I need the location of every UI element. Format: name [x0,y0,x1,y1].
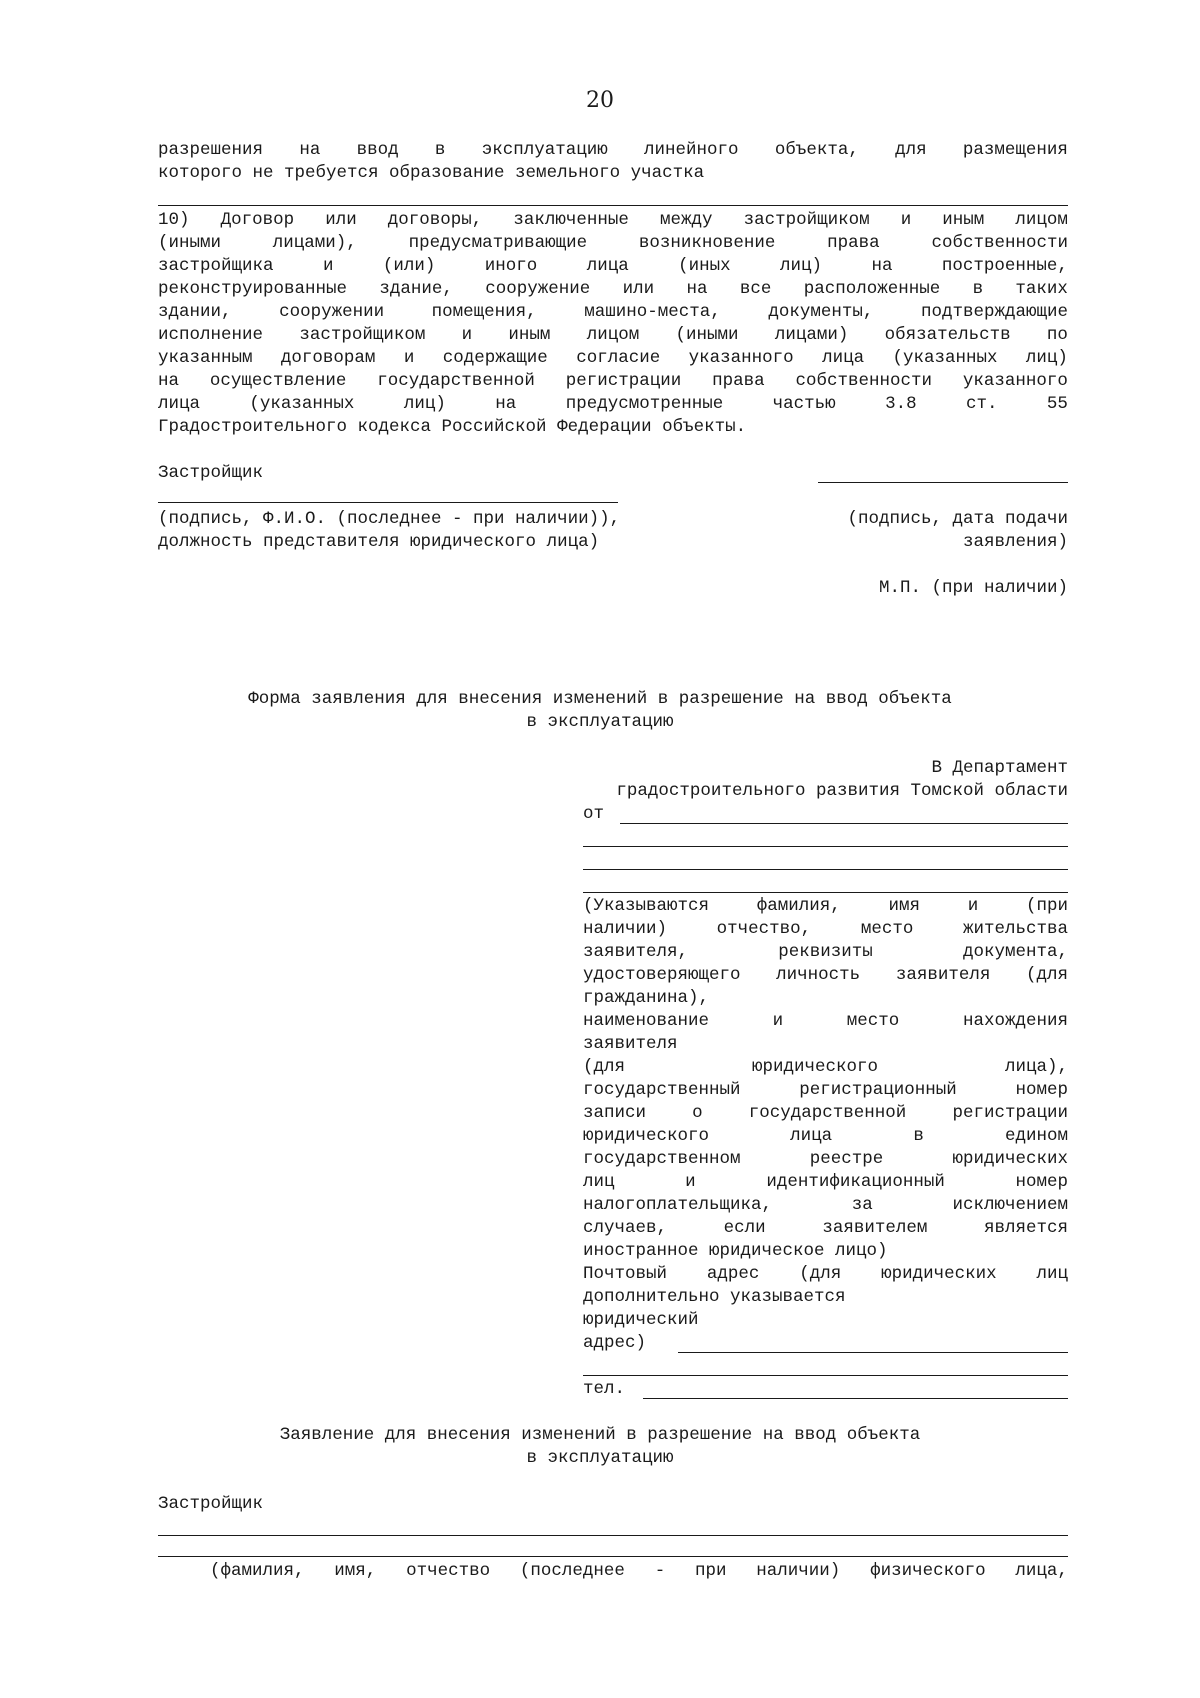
form-title: Форма заявления для внесения изменений в разрешение на ввод объекта [248,689,952,709]
stamp-note: М.П. (при наличии) [878,578,1068,598]
word: согласие [576,348,661,368]
word: (иных [678,256,731,276]
item-10-line [158,232,1068,255]
applicant-note-line [583,964,1068,987]
word: иным [942,210,985,230]
word: лица [158,394,201,414]
date-signature-line [818,482,1068,483]
word: разрешения [158,140,264,160]
word: юридического [583,1126,710,1146]
developer-label: Застройщик [158,463,264,483]
word: номер [1015,1172,1068,1192]
address-fill-line [583,1375,1068,1376]
word: заявителем [822,1218,928,1238]
word: права [827,233,880,253]
word: физического [870,1561,986,1581]
word: 10) [158,210,190,230]
phone-label: тел. [583,1379,626,1399]
word: (иными [158,233,222,253]
word: отчество, [716,919,812,939]
item-10-line [158,324,1068,347]
word: государственном [583,1149,741,1169]
word: сооружение [485,279,591,299]
word: застройщика [158,256,274,276]
word: для [895,140,927,160]
word: едином [1004,1126,1068,1146]
word: юридического [751,1057,879,1077]
word: нахождения [962,1011,1068,1031]
word: наличии) [583,919,668,939]
word: при [695,1561,727,1581]
word: (для [799,1264,842,1284]
word: лица, [1015,1561,1068,1581]
word: лиц) [1025,348,1068,368]
word: налогоплательщика, [583,1195,773,1215]
word: ввод [356,140,399,160]
word: юридических [952,1149,1068,1169]
applicant-fill-line [583,846,1068,847]
word: реконструированные [158,279,348,299]
word: случаев, [583,1218,668,1238]
word: юридических [881,1264,997,1284]
word: иным [508,325,551,345]
page-number: 20 [586,88,614,113]
word: все [739,279,772,299]
word: документа, [962,942,1068,962]
signature-caption-left: (подпись, Ф.И.О. (последнее - при наличии)), [158,509,621,529]
word: эксплуатацию [481,140,608,160]
addressee-line: В Департамент [931,758,1068,778]
form-title: в эксплуатацию [526,712,674,732]
word: таких [1015,279,1068,299]
word: удостоверяющего [583,965,741,985]
word: лицом [1015,210,1068,230]
addressee-line: градостроительного развития Томской области [616,781,1068,801]
applicant-note-line [583,1056,1068,1079]
word: номер [1015,1080,1068,1100]
word: договорам [280,348,376,368]
word: указанного [688,348,794,368]
item-10-line [158,370,1068,393]
word: Почтовый [583,1264,668,1284]
address-fill-line [678,1352,1068,1353]
word: записи [583,1103,647,1123]
word: место [860,919,914,939]
word: (указанных [249,394,355,414]
statement-title: Заявление для внесения изменений в разрешение на ввод объекта [279,1425,921,1445]
word: помещения, [431,302,537,322]
word: на [299,140,321,160]
word: место [846,1011,900,1031]
developer-fill-line [158,1556,1068,1557]
word: государственной [377,371,535,391]
word: регистрации [565,371,682,391]
developer-fill-line [158,1535,1068,1536]
word: лица), [1004,1057,1068,1077]
word: является [983,1218,1068,1238]
applicant-note-line [583,1263,1068,1286]
word: - [654,1561,666,1581]
word: застройщиком [743,210,870,230]
word: (для [1025,965,1068,985]
word: договоры, [387,210,483,230]
word: осуществление [209,371,347,391]
applicant-note-line [583,941,1068,964]
word: личность [776,965,861,985]
word: и [967,896,979,916]
word: (последнее [519,1561,625,1581]
word: государственный [583,1080,741,1100]
word: и [403,348,415,368]
word: и [685,1172,696,1192]
word: (Указываются [583,896,710,916]
applicant-note-line [583,1010,1068,1033]
continuation-line-2: которого не требуется образование земельного участка [158,163,705,183]
word: лицом [586,325,640,345]
applicant-note-line: гражданина), [583,988,710,1008]
word: застройщиком [299,325,426,345]
word: о [692,1103,703,1123]
applicant-note-line [583,1148,1068,1171]
word: (для [583,1057,626,1077]
word: (при [1025,896,1068,916]
word: лица [586,256,629,276]
word: права [712,371,765,391]
word: исключением [952,1195,1068,1215]
section-divider [158,205,1068,206]
word: содержащие [442,348,548,368]
applicant-note-line: юридический [583,1310,699,1330]
word: государственной [748,1103,907,1123]
word: или [325,210,357,230]
statement-developer-label: Застройщик [158,1494,264,1514]
word: лиц) [780,256,823,276]
applicant-note-line [583,1079,1068,1102]
word: (или) [382,256,436,276]
applicant-fill-line [583,892,1068,893]
word: собственности [795,371,933,391]
word: заявителя [895,965,991,985]
word: возникновение [638,233,776,253]
word: размещения [962,140,1068,160]
word: отчество [406,1561,491,1581]
developer-caption [210,1560,1068,1583]
word: исполнение [158,325,264,345]
word: в [434,140,446,160]
applicant-note-line [583,1102,1068,1125]
word: лицами) [774,325,849,345]
applicant-fill-line [583,869,1068,870]
applicant-note-line [583,1194,1068,1217]
word: построенные, [941,256,1068,276]
word: заключенные [513,210,629,230]
word: на [686,279,708,299]
word: наличии) [756,1561,841,1581]
word: иного [484,256,538,276]
word: адрес [706,1264,760,1284]
word: частью [772,394,836,414]
word: обязательств [884,325,1011,345]
word: расположенные [803,279,941,299]
word: лицами), [272,233,357,253]
from-label: от [583,804,605,824]
signature-caption-right: заявления) [962,532,1068,552]
word: предусматривающие [408,233,588,253]
item-10-line [158,255,1068,278]
word: подтверждающие [920,302,1068,322]
word: и [322,256,334,276]
word: (указанных [892,348,998,368]
word: фамилия, [756,896,841,916]
word: объекта, [774,140,859,160]
word: ст. [965,394,998,414]
item-10-line [158,347,1068,370]
phone-fill-line [643,1398,1068,1399]
statement-title: в эксплуатацию [526,1448,674,1468]
word: сооружении [279,302,385,322]
continuation-line-1 [158,139,1068,162]
item-10-line [158,393,1068,416]
word: лиц) [403,394,446,414]
word: 3.8 [885,394,917,414]
word: предусмотренные [565,394,724,414]
address-label: адрес) [583,1333,647,1353]
word: лиц [583,1172,615,1192]
item-10-line: Градостроительного кодекса Российской Федерации объекты. [158,417,747,437]
word: заявителя, [583,942,689,962]
applicant-note-line [583,1217,1068,1240]
applicant-fill-line [620,823,1068,824]
word: имя [888,896,920,916]
word: (иными [675,325,739,345]
word: регистрации [952,1103,1068,1123]
word: имя, [334,1561,377,1581]
word: если [723,1218,766,1238]
word: за [851,1195,873,1215]
signature-caption-left: должность представителя юридического лица) [158,532,600,552]
word: лица [790,1126,833,1146]
word: и [461,325,473,345]
word: реестре [809,1149,884,1169]
word: жительства [962,919,1068,939]
signature-caption-right: (подпись, дата подачи [847,509,1068,529]
word: наименование [583,1011,710,1031]
word: реквизиты [778,942,873,962]
word: или [622,279,655,299]
item-10-line [158,209,1068,232]
word: машино-места, [584,302,721,322]
word: здание, [379,279,453,299]
word: указанным [158,348,253,368]
word: в [972,279,984,299]
word: в [913,1126,924,1146]
item-10-line [158,301,1068,324]
word: идентификационный [766,1172,945,1192]
applicant-note-line: иностранное юридическое лицо) [583,1241,888,1261]
word: на [871,256,893,276]
applicant-note-line: дополнительно указывается [583,1287,846,1307]
word: и [900,210,912,230]
word: собственности [931,233,1068,253]
word: документы, [768,302,874,322]
applicant-note-line: заявителя [583,1034,678,1054]
word: здании, [158,302,232,322]
applicant-note-line [583,918,1068,941]
word: на [495,394,517,414]
word: между [659,210,713,230]
applicant-note-line [583,1125,1068,1148]
word: и [772,1011,784,1031]
word: регистрационный [799,1080,957,1100]
word: лиц [1036,1264,1068,1284]
word: Договор [220,210,295,230]
item-10-line [158,278,1068,301]
applicant-note-line [583,1171,1068,1194]
word: 55 [1046,394,1068,414]
word: (фамилия, [210,1561,305,1581]
applicant-note-line [583,895,1068,918]
name-signature-line [158,502,618,503]
word: по [1046,325,1068,345]
word: на [158,371,180,391]
word: линейного [644,140,739,160]
word: указанного [962,371,1068,391]
word: лица [822,348,865,368]
